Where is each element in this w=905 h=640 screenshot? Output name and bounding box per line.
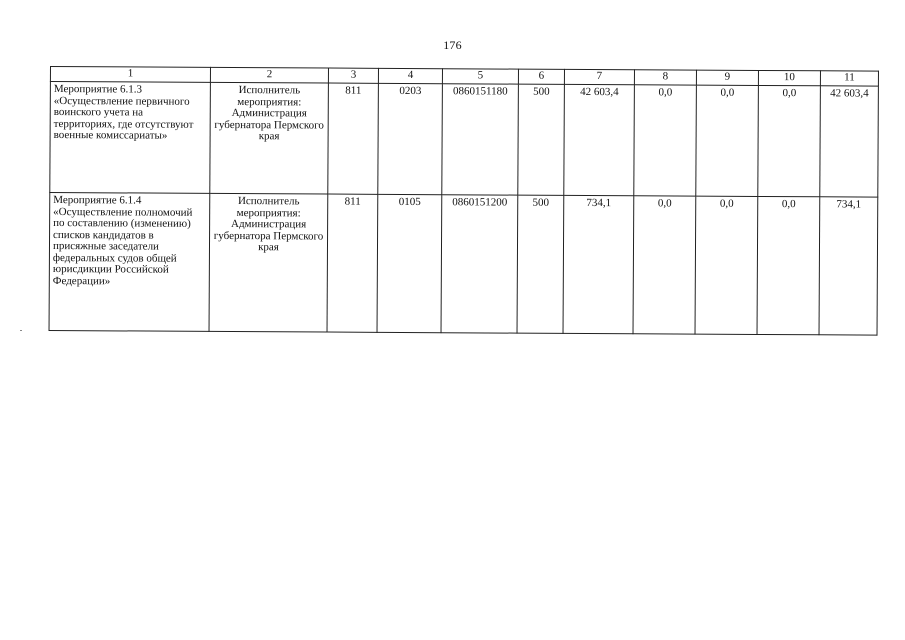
amount-cell: 0,0 bbox=[758, 85, 821, 196]
total-amount-cell: 734,1 bbox=[819, 197, 878, 335]
column-header: 4 bbox=[378, 68, 442, 83]
column-header: 1 bbox=[50, 67, 210, 83]
budget-table bbox=[49, 66, 879, 336]
table-row bbox=[50, 82, 879, 198]
amount-cell: 0,0 bbox=[757, 196, 820, 334]
amount-cell: 734,1 bbox=[563, 195, 634, 333]
executor-cell: Исполнитель мероприятия: Администрация губернатора Пермского края bbox=[210, 82, 329, 194]
total-amount-cell: 42 603,4 bbox=[820, 86, 879, 197]
amount-cell: 0,0 bbox=[633, 196, 696, 334]
column-header: 5 bbox=[442, 69, 518, 84]
scan-speck bbox=[20, 330, 22, 331]
column-header: 11 bbox=[820, 71, 878, 86]
column-header: 2 bbox=[210, 67, 328, 83]
executor-cell: Исполнитель мероприятия: Администрация губернатора Пермского края bbox=[209, 193, 328, 332]
column-header: 10 bbox=[758, 70, 820, 85]
target-article-cell: 0860151180 bbox=[442, 84, 519, 195]
column-header: 8 bbox=[634, 70, 696, 85]
expense-type-cell: 500 bbox=[518, 84, 565, 195]
activity-name-cell: Мероприятие 6.1.4 «Осуществление полномочий по составлению (изменению) списков кандидатов в присяжные заседатели федеральных судов общей юрисдикции Российской Федерации» bbox=[49, 193, 210, 332]
target-article-cell: 0860151200 bbox=[441, 195, 518, 333]
amount-cell: 42 603,4 bbox=[564, 84, 635, 195]
amount-cell: 0,0 bbox=[634, 85, 697, 196]
grbs-code-cell: 811 bbox=[327, 194, 378, 332]
column-header: 6 bbox=[518, 69, 564, 84]
table-row bbox=[49, 193, 878, 336]
column-header: 9 bbox=[696, 70, 758, 85]
section-code-cell: 0203 bbox=[378, 83, 443, 194]
column-header: 3 bbox=[328, 68, 378, 83]
activity-name-cell: Мероприятие 6.1.3 «Осуществление первичного воинского учета на территориях, где отсутствуют военные комиссариаты» bbox=[50, 82, 211, 194]
expense-type-cell: 500 bbox=[517, 195, 564, 333]
section-code-cell: 0105 bbox=[377, 194, 442, 332]
amount-cell: 0,0 bbox=[695, 196, 758, 334]
column-header: 7 bbox=[564, 69, 634, 84]
amount-cell: 0,0 bbox=[696, 85, 759, 196]
page-number: 176 bbox=[443, 38, 462, 52]
grbs-code-cell: 811 bbox=[328, 83, 379, 194]
